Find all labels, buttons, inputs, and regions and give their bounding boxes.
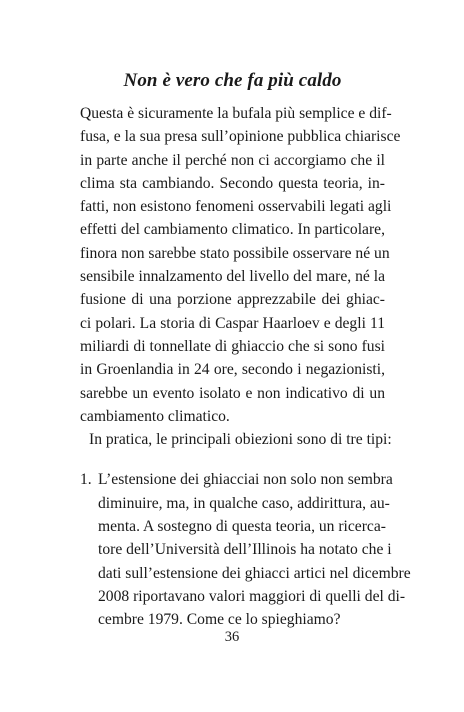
paragraph-line: miliardi di tonnellate di ghiaccio che si sono fusi [80, 337, 385, 355]
list-item-line: menta. A sostegno di questa teoria, un ricerca- [98, 518, 386, 536]
paragraph-line: clima sta cambiando. Secondo questa teoria, in- [80, 174, 385, 192]
paragraph-line: In pratica, le principali obiezioni sono di tre tipi: [89, 431, 392, 449]
paragraph-line: cambiamento climatico. [80, 407, 230, 425]
paragraph-line: fusione di una porzione apprezzabile dei ghiac- [80, 291, 385, 309]
paragraph-line: ci polari. La storia di Caspar Haarloev e degli 11 [80, 314, 385, 332]
section-title: Non è vero che fa più caldo [123, 70, 342, 91]
list-item-line: dati sull’estensione dei ghiacci artici nel dicembre [98, 564, 411, 582]
paragraph-2 [80, 428, 392, 451]
paragraph-line: in parte anche il perché non ci accorgiamo che il [80, 151, 385, 169]
paragraph-line: fatti, non esistono fenomeni osservabili legati agli [80, 198, 392, 216]
paragraph-line: finora non sarebbe stato possibile osservare né un [80, 244, 390, 262]
paragraph-line: in Groenlandia in 24 ore, secondo i negazionisti, [80, 361, 385, 379]
list-item-line: L’estensione dei ghiacciai non solo non sembra [98, 471, 393, 489]
list-item-number: 1. [80, 471, 92, 489]
list-item-line: 2008 riportavano valori maggiori di quelli del di- [98, 587, 406, 605]
paragraph-1 [80, 102, 401, 428]
paragraph-line: effetti del cambiamento climatico. In particolare, [80, 221, 385, 239]
list-item-line: cembre 1979. Come ce lo spieghiamo? [98, 611, 341, 629]
list-item-line: diminuire, ma, in qualche caso, addirittura, au- [98, 494, 390, 512]
list-item-1 [80, 468, 411, 631]
paragraph-line: sensibile innalzamento del livello del mare, né la [80, 268, 385, 286]
paragraph-line: sarebbe un evento isolato e non indicativo di un [80, 384, 385, 402]
paragraph-line: fusa, e la sua presa sull’opinione pubblica chiarisce [80, 128, 401, 146]
paragraph-line: Questa è sicuramente la bufala più semplice e dif- [80, 105, 392, 122]
page-number: 36 [224, 629, 240, 645]
list-item-line: tore dell’Università dell’Illinois ha notato che i [98, 541, 392, 559]
page-body [80, 68, 411, 632]
